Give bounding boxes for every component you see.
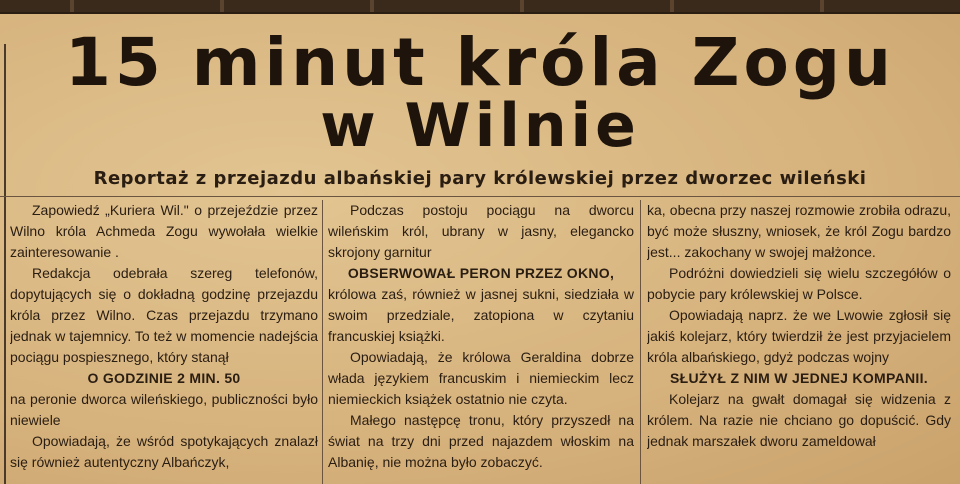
column-divider-2 [640,200,641,484]
article-paragraph: Redakcja odebrała szereg telefonów, dopytujących się o dokładną godzinę przejazdu króla przez Wilno. Czas przejazdu trzymano jednak w tajemnicy. To też w momencie nadejścia pociągu pospiesznego, który stanął [10,265,318,365]
article-column-2 [328,200,634,484]
article-paragraph: Małego następcę tronu, który przyszedł na świat na trzy dni przed najazdem włoskim na Albanię, nie można było zobaczyć. [328,412,634,470]
article-paragraph: królowa zaś, również w jasnej sukni, siedziała w swoim przedziale, zatopiona w czytaniu francuskiej książki. [328,286,634,344]
section-subheading: OBSERWOWAŁ PERON PRZEZ OKNO, [347,265,615,281]
headline-line-2: w Wilnie [320,91,640,161]
article-paragraph: Opowiadają, że królowa Geraldina dobrze włada językiem francuskim i niemieckim lecz niemieckich książek ostatnio nie czyta. [328,349,634,407]
headline-line-1: 15 minut króla Zogu [64,24,896,101]
top-border-rule [0,0,960,14]
article-paragraph: Kolejarz na gwałt domagał się widzenia z królem. Na razie nie chciano go dopuścić. Gdy jednak marszałek dworu zameldował [647,391,951,449]
article-paragraph: na peronie dworca wileńskiego, publiczności było niewiele [10,391,318,428]
article-column-1 [10,200,318,484]
article-column-3 [647,200,951,484]
section-subheading: O GODZINIE 2 MIN. 50 [87,370,241,386]
article-paragraph: ka, obecna przy naszej rozmowie zrobiła odrazu, być może słuszny, wniosek, że król Zogu bardzo jest... zakochany w swojej małżonce. [647,202,951,260]
article-paragraph: Opowiadają, że wśród spotykających znalazł się również autentyczny Albańczyk, [10,433,318,470]
subheadline: Reportaż z przejazdu albańskiej pary królewskiej przez dworzec wileński [93,168,867,189]
article-paragraph: Zapowiedź „Kuriera Wil." o przejeździe przez Wilno króla Achmeda Zogu wywołała wielkie zainteresowanie . [10,202,318,260]
column-divider-1 [322,200,323,484]
subheadline-rule [0,196,960,197]
article-paragraph: Podróżni dowiedzieli się wielu szczegółów o pobycie pary królewskiej w Polsce. [647,265,951,302]
article-paragraph: Podczas postoju pociągu na dworcu wileńskim król, ubrany w jasny, elegancko skrojony garnitur [328,202,634,260]
section-subheading: SŁUŻYŁ Z NIM W JEDNEJ KOMPANII. [670,370,928,386]
article-paragraph: Opowiadają naprz. że we Lwowie zgłosił się jakiś kolejarz, który twierdził że jest przyjacielem króla albańskiego, gdyż podczas wojny [647,307,951,365]
